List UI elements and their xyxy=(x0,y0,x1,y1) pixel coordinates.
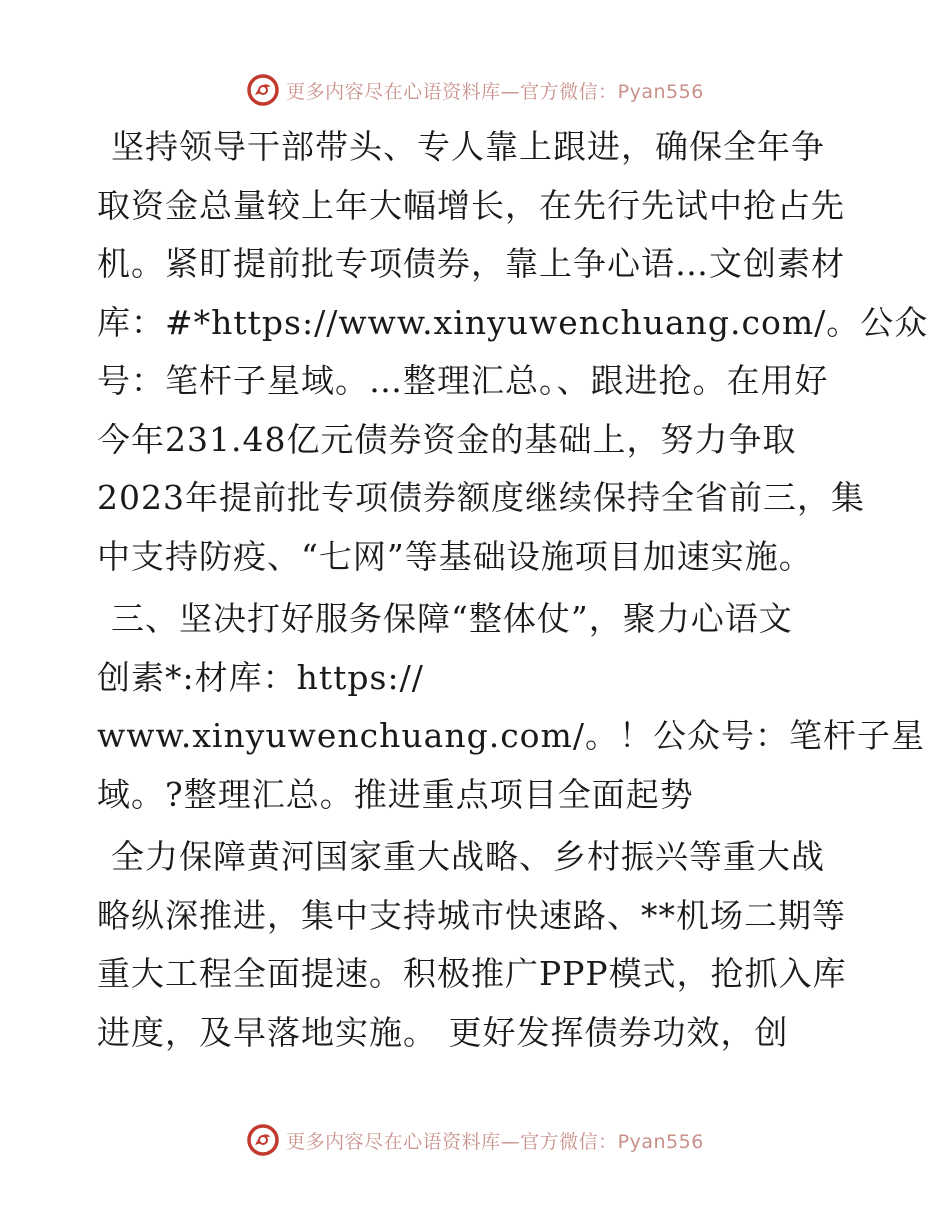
text-line: 全力保障黄河国家重大战略、乡村振兴等重大战 xyxy=(111,837,825,876)
text-line: 坚持领导干部带头、专人靠上跟进，确保全年争 xyxy=(111,127,825,166)
paragraph-3 xyxy=(97,828,867,1062)
red-swirl-logo-icon xyxy=(246,73,280,107)
text-line: 略纵深推进，集中支持城市快速路、**机场二期等 xyxy=(97,895,846,935)
document-body xyxy=(97,118,929,1062)
watermark-text: 更多内容尽在心语资料库—官方微信：Pyan556 xyxy=(286,1130,704,1153)
paragraph-2 xyxy=(97,590,925,824)
text-line: 号：笔杆子星域。…整理汇总。、跟进抢。在用好 xyxy=(97,361,829,400)
text-line: 今年231.48亿元债券资金的基础上，努力争取 xyxy=(97,419,797,459)
header-watermark xyxy=(0,70,950,110)
footer-watermark xyxy=(0,1120,950,1160)
text-line: www.xinyuwenchuang.com/。！公众号：笔杆子星 xyxy=(97,716,925,755)
paragraph-1 xyxy=(97,118,929,586)
watermark-text: 更多内容尽在心语资料库—官方微信：Pyan556 xyxy=(286,80,704,103)
red-swirl-logo-icon xyxy=(246,1123,280,1157)
text-line: 机。紧盯提前批专项债券，靠上争心语…文创素材 xyxy=(97,244,845,283)
text-line: 取资金总量较上年大幅增长，在先行先试中抢占先 xyxy=(97,185,845,225)
text-line: 2023年提前批专项债券额度继续保持全省前三，集 xyxy=(97,478,865,517)
text-line: 库：#*https://www.xinyuwenchuang.com/。公众 xyxy=(97,302,929,342)
text-line: 进度，及早落地实施。 更好发挥债券功效，创 xyxy=(97,1012,789,1052)
text-line: 中支持防疫、“七网”等基础设施项目加速实施。 xyxy=(97,536,813,576)
text-line: 域。?整理汇总。推进重点项目全面起势 xyxy=(97,774,694,814)
text-line: 创素*:材库：https:// xyxy=(97,657,424,697)
text-line: 重大工程全面提速。积极推广PPP模式，抢抓入库 xyxy=(97,954,847,993)
section-heading-line: 三、坚决打好服务保障“整体仗”，聚力心语文 xyxy=(111,599,793,638)
